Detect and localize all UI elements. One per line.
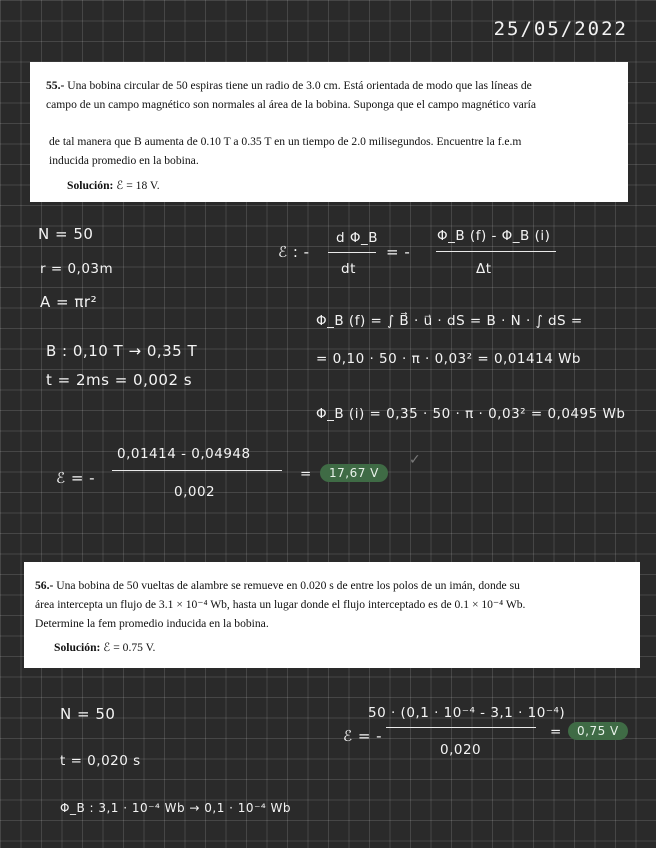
checkmark-icon: ✓ xyxy=(409,452,421,468)
emf-lhs: ℰ : - xyxy=(278,243,310,261)
solution-value: ℰ = 0.75 V. xyxy=(103,641,156,654)
flux-final-integral: Φ_B (f) = ∫ B⃗ · u⃗ · dS = B · N · ∫ dS = xyxy=(316,313,583,329)
solution-value: ℰ = 18 V. xyxy=(116,179,160,192)
problem-55-card xyxy=(30,62,628,202)
solution-label: Solución: xyxy=(54,641,101,654)
answer-55-highlight: 17,67 V xyxy=(320,464,388,482)
fraction-bar xyxy=(112,470,282,471)
given-area: A = πr² xyxy=(40,293,98,311)
problem-55-solution xyxy=(67,180,160,192)
calc56-emf-lhs: ℰ = - xyxy=(343,727,383,745)
flux-final-value: = 0,10 · 50 · π · 0,03² = 0,01414 Wb xyxy=(316,351,581,367)
flux-initial-value: Φ_B (i) = 0,35 · 50 · π · 0,03² = 0,0495 Wb xyxy=(316,406,626,422)
problem-56-line1: 56.- Una bobina de 50 vueltas de alambre se remueve en 0.020 s de entre los polos de un imán, donde su xyxy=(35,579,520,592)
problem-55-number: 55.- xyxy=(46,79,65,92)
fraction-bar xyxy=(436,251,556,252)
date-label: 25/05/2022 xyxy=(493,18,628,40)
calc-numerator: 0,01414 - 0,04948 xyxy=(117,446,251,462)
problem-55-line3: de tal manera que B aumenta de 0.10 T a 0.35 T en un tiempo de 2.0 milisegundos. Encuentre la f.e.m xyxy=(49,135,522,148)
emf-equals: = - xyxy=(386,243,411,261)
given-b: B : 0,10 T → 0,35 T xyxy=(46,342,198,360)
given-t: t = 2ms = 0,002 s xyxy=(46,371,193,389)
problem-56-card xyxy=(24,562,640,668)
fraction-bar xyxy=(386,727,536,728)
emf-derivative-num: d Φ_B xyxy=(336,230,378,246)
problem-55-line4: inducida promedio en la bobina. xyxy=(49,154,199,167)
calc56-numerator: 50 · (0,1 · 10⁻⁴ - 3,1 · 10⁻⁴) xyxy=(368,705,566,721)
problem-55-line1: 55.- Una bobina circular de 50 espiras tiene un radio de 3.0 cm. Está orientada de modo que las líneas de xyxy=(46,79,532,92)
problem-56-line3: Determine la fem promedio inducida en la bobina. xyxy=(35,617,269,630)
problem-56-solution xyxy=(54,642,155,654)
calc-denominator: 0,002 xyxy=(174,484,216,500)
calc-emf-lhs: ℰ = - xyxy=(56,469,96,487)
solution-label: Solución: xyxy=(67,179,114,192)
given-n: N = 50 xyxy=(38,225,94,243)
given-flux-56: Φ_B : 3,1 · 10⁻⁴ Wb → 0,1 · 10⁻⁴ Wb xyxy=(60,801,292,815)
problem-55-line2: campo de un campo magnético son normales al área de la bobina. Suponga que el campo magnético varía xyxy=(46,98,536,111)
emf-delta-den: Δt xyxy=(476,261,492,277)
given-t-56: t = 0,020 s xyxy=(60,753,141,769)
emf-delta-num: Φ_B (f) - Φ_B (i) xyxy=(437,228,551,244)
emf-derivative-den: dt xyxy=(341,261,356,277)
fraction-bar xyxy=(328,252,376,253)
answer-56-highlight: 0,75 V xyxy=(568,722,628,740)
calc56-denominator: 0,020 xyxy=(440,742,482,758)
given-n-56: N = 50 xyxy=(60,705,116,723)
calc56-equals: = xyxy=(550,724,562,740)
calc-equals: = xyxy=(300,466,312,482)
given-r: r = 0,03m xyxy=(40,261,114,277)
problem-56-number: 56.- xyxy=(35,579,54,592)
problem-56-line2: área intercepta un flujo de 3.1 × 10⁻⁴ Wb, hasta un lugar donde el flujo interceptado es de 0.1 × 10⁻⁴ Wb. xyxy=(35,598,526,611)
